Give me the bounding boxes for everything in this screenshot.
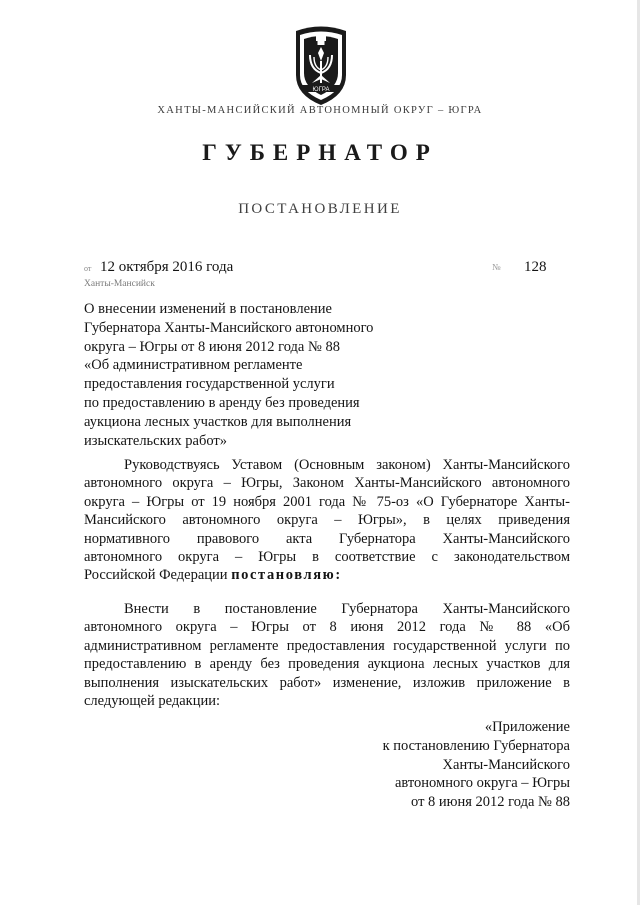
coat-of-arms-emblem: [286, 25, 356, 107]
body-line: Мансийского автономного округа – Югры», в целях приведения: [84, 512, 570, 529]
body-line: автономного округа – Югры, Законом Ханты-Мансийского автономного: [84, 475, 570, 492]
okrug-name: ХАНТЫ-МАНСИЙСКИЙ АВТОНОМНЫЙ ОКРУГ – ЮГРА: [157, 105, 483, 116]
appendix-line: автономного округа – Югры: [394, 775, 570, 792]
body-line: округа – Югры от 19 ноября 2001 года № 75-оз «О Губернаторе Ханты-: [84, 493, 570, 510]
appendix-line: «Приложение: [484, 719, 570, 735]
governor-title: ГУБЕРНАТОР: [202, 140, 438, 165]
appendix-line: Ханты-Мансийского: [442, 756, 570, 773]
subject-line: О внесении изменений в постановление: [84, 301, 332, 317]
body-line: Внести в постановление Губернатора Ханты-Мансийского: [124, 601, 570, 617]
date-prefix: от: [84, 264, 92, 273]
preamble-paragraph: [84, 456, 570, 585]
subject-line: по предоставлению в аренду без проведения: [84, 394, 360, 411]
body-line-text: Российской Федерации: [84, 567, 228, 584]
document-number: 128: [524, 259, 547, 275]
body-line: предоставлению в аренду без проведения аукциона лесных участков для: [84, 656, 570, 673]
body-line: следующей редакции:: [84, 693, 221, 710]
subject-line: изыскательских работ»: [84, 432, 227, 449]
emblem-label: ЮГРА: [312, 87, 330, 93]
body-line: выполнения изыскательских работ» изменение, изложив приложение в: [84, 674, 570, 691]
appendix-line: от 8 июня 2012 года № 88: [411, 794, 570, 811]
subject-line: аукциона лесных участков для выполнения: [84, 413, 352, 430]
body-line: автономного округа – Югры в соответствие с законодательством: [84, 549, 570, 566]
body-line: Руководствуясь Уставом (Основным законом) Ханты-Мансийского: [124, 457, 570, 473]
subject-line: предоставления государственной услуги: [84, 376, 335, 393]
document-date: 12 октября 2016 года: [100, 259, 234, 275]
appendix-line: к постановлению Губернатора: [382, 737, 570, 754]
body-line: административном регламенте предоставления государственной услуги по: [84, 637, 570, 654]
appendix-header: [330, 718, 570, 812]
subject-line: Губернатора Ханты-Мансийского автономного: [84, 319, 374, 336]
issue-city: Ханты-Мансийск: [84, 279, 155, 289]
subject-line: округа – Югры от 8 июня 2012 года № 88: [84, 338, 340, 355]
subject-line: «Об административном регламенте: [84, 357, 303, 374]
decree-keyword: постановляю:: [231, 567, 342, 584]
document-subject: [84, 300, 414, 450]
body-line: автономного округа – Югры от 8 июня 2012 года № 88 «Об: [84, 619, 570, 636]
body-line: нормативного правового акта Губернатора Ханты-Мансийского: [84, 530, 570, 547]
document-type: ПОСТАНОВЛЕНИЕ: [238, 201, 402, 217]
body-line-final: [84, 566, 570, 584]
number-sign: №: [492, 262, 501, 272]
amendment-paragraph: [84, 600, 570, 710]
